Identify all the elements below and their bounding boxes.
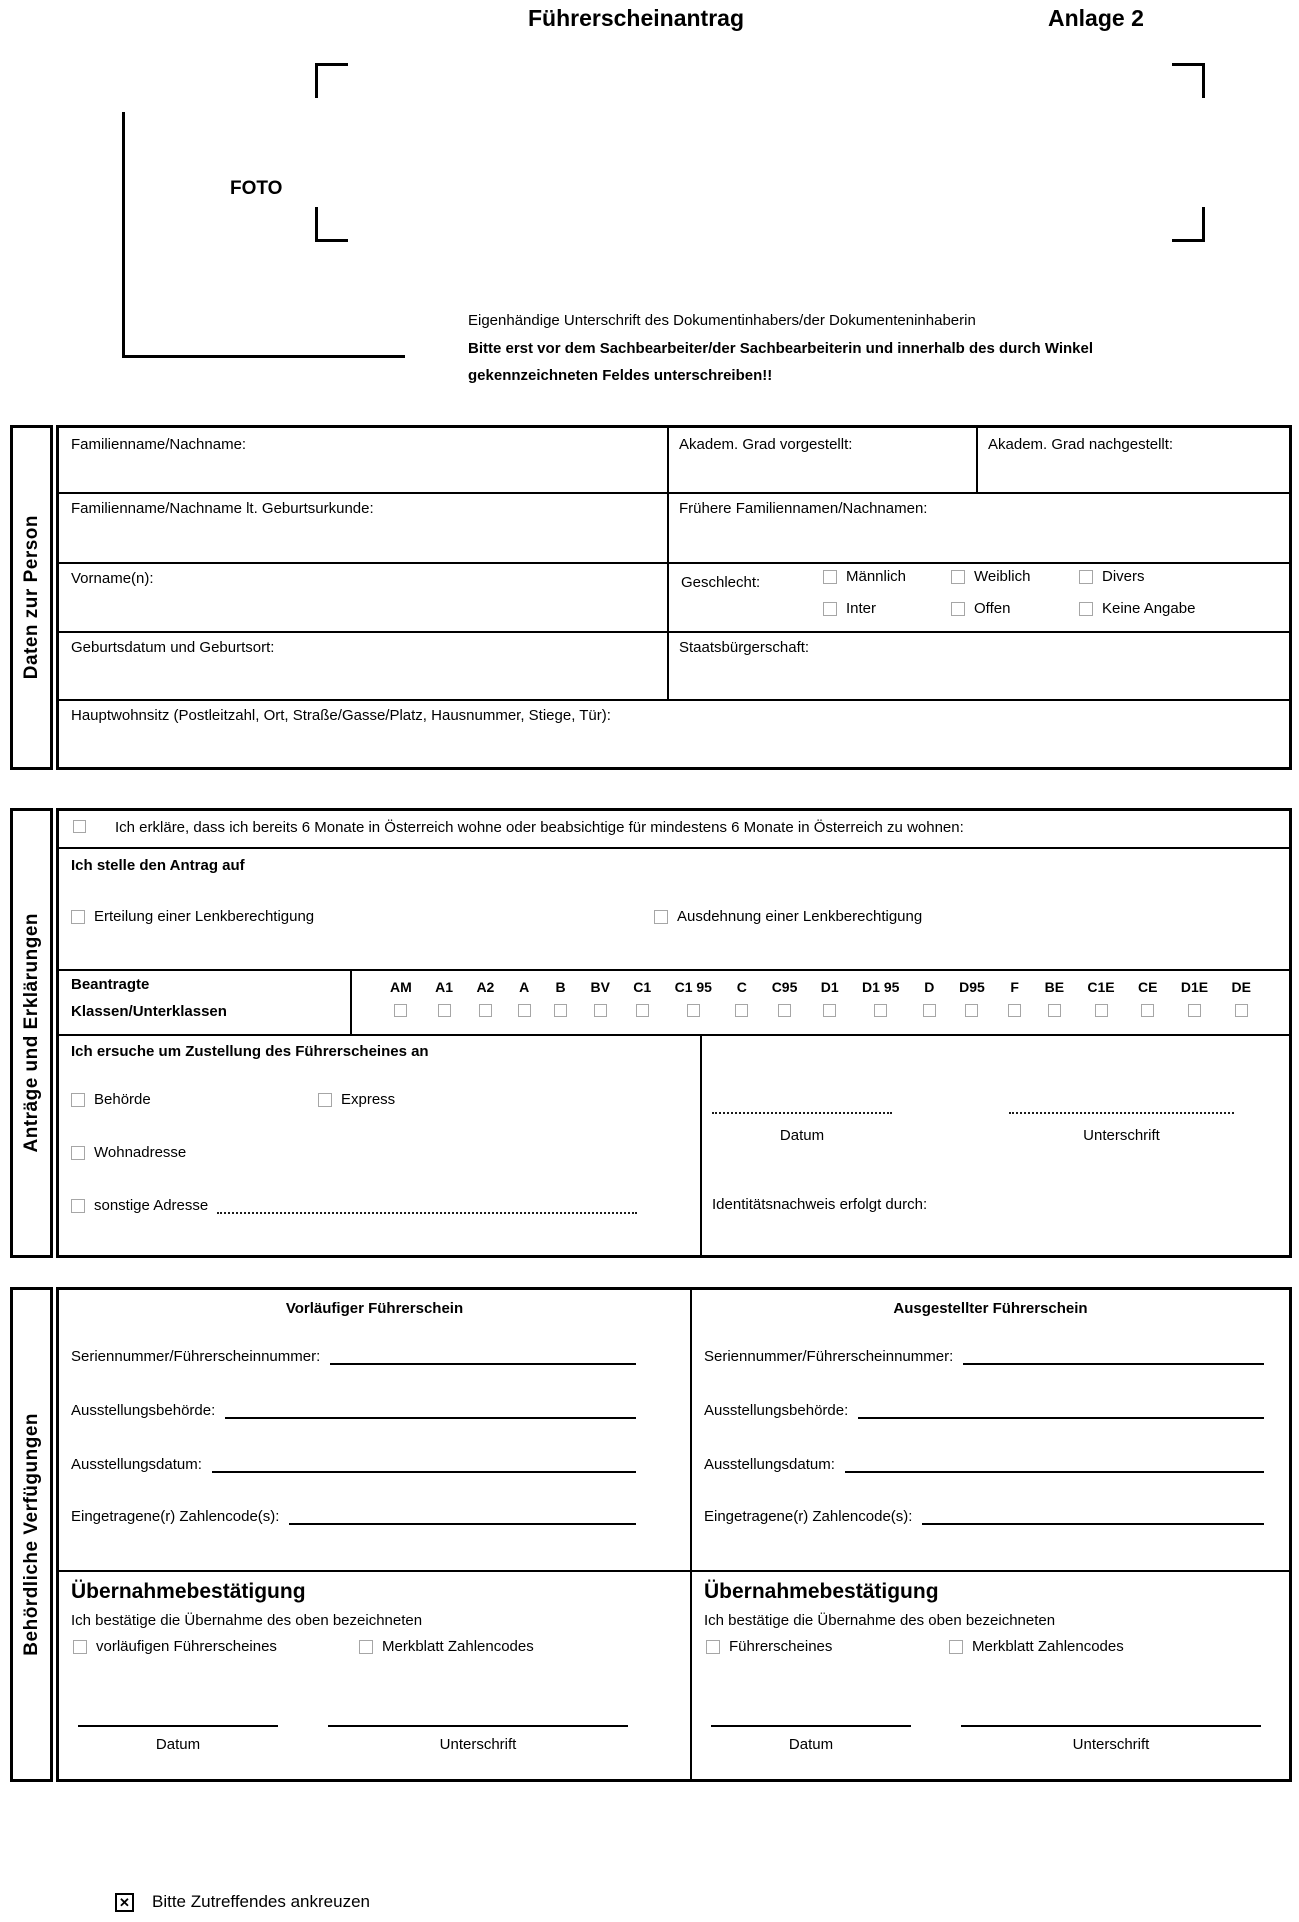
confirm-option-merkblatt-left[interactable] bbox=[359, 1638, 534, 1655]
checkbox-icon[interactable] bbox=[951, 602, 965, 616]
personal-data-table bbox=[56, 425, 1292, 770]
signature-note-line3: gekennzeichneten Feldes unterschreiben!! bbox=[468, 367, 773, 384]
serial-number-field[interactable] bbox=[71, 1346, 636, 1365]
option-label: vorläufigen Führerscheines bbox=[96, 1638, 277, 1655]
signature-field[interactable] bbox=[315, 63, 1205, 242]
signature-label: Unterschrift bbox=[1072, 1736, 1150, 1753]
section-applications-label bbox=[10, 808, 53, 1258]
class-code-label: C bbox=[736, 979, 747, 995]
section-official-label bbox=[10, 1287, 53, 1782]
class-option-d1-95[interactable] bbox=[862, 979, 899, 1017]
column-divider bbox=[700, 1034, 702, 1255]
date-fill-in-line[interactable] bbox=[712, 1112, 892, 1114]
class-option-a2[interactable] bbox=[476, 979, 494, 1017]
checkbox-icon[interactable] bbox=[318, 1093, 332, 1107]
checkbox-icon[interactable] bbox=[1095, 1004, 1108, 1017]
checkbox-icon[interactable] bbox=[73, 1640, 87, 1654]
checkbox-icon[interactable] bbox=[71, 1093, 85, 1107]
signature-corner-bottom-left-icon bbox=[315, 207, 348, 242]
option-label: Ausdehnung einer Lenkberechtigung bbox=[677, 908, 923, 925]
option-label: Führerscheines bbox=[729, 1638, 833, 1655]
checkbox-icon[interactable] bbox=[949, 1640, 963, 1654]
class-code-label: A2 bbox=[476, 979, 495, 995]
official-table bbox=[56, 1287, 1292, 1782]
class-option-d95[interactable] bbox=[959, 979, 985, 1017]
field-label: Eingetragene(r) Zahlencode(s): bbox=[71, 1507, 280, 1525]
checkbox-icon[interactable] bbox=[438, 1004, 451, 1017]
checkbox-icon[interactable] bbox=[594, 1004, 607, 1017]
class-option-a[interactable] bbox=[518, 979, 531, 1017]
option-label: Männlich bbox=[846, 568, 907, 585]
class-option-am[interactable] bbox=[390, 979, 412, 1017]
classes-label-line1: Beantragte bbox=[71, 976, 150, 993]
option-label: sonstige Adresse bbox=[94, 1197, 209, 1214]
confirm-option-licence[interactable] bbox=[706, 1638, 832, 1655]
checkbox-icon[interactable] bbox=[394, 1004, 407, 1017]
class-option-de[interactable] bbox=[1231, 979, 1250, 1017]
class-option-d1[interactable] bbox=[821, 979, 839, 1017]
option-label: Offen bbox=[974, 600, 1011, 617]
class-code-label: D1 bbox=[820, 979, 839, 995]
class-code-label: DE bbox=[1231, 979, 1251, 995]
signature-label: Unterschrift bbox=[1083, 1127, 1160, 1144]
option-label: Divers bbox=[1102, 568, 1145, 585]
field-label: Seriennummer/Führerscheinnummer: bbox=[704, 1347, 954, 1365]
delivery-option-behoerde[interactable] bbox=[71, 1091, 151, 1108]
field-label-birth: Geburtsdatum und Geburtsort: bbox=[71, 639, 275, 656]
date-fill-in-line[interactable] bbox=[711, 1725, 911, 1727]
column-divider bbox=[690, 1290, 692, 1779]
class-code-label: D bbox=[924, 979, 935, 995]
request-option-erteilung[interactable] bbox=[71, 908, 314, 925]
field-label-birth-name: Familienname/Nachname lt. Geburtsurkunde: bbox=[71, 500, 374, 517]
issue-date-field[interactable] bbox=[71, 1454, 636, 1473]
row-divider bbox=[59, 699, 1289, 701]
field-label-first-names: Vorname(n): bbox=[71, 570, 154, 587]
request-heading: Ich stelle den Antrag auf bbox=[71, 857, 245, 874]
class-code-label: D1 95 bbox=[862, 979, 900, 995]
class-option-c1e[interactable] bbox=[1087, 979, 1114, 1017]
class-option-c1-95[interactable] bbox=[675, 979, 712, 1017]
checkbox-icon[interactable] bbox=[71, 1146, 85, 1160]
class-code-label: BV bbox=[590, 979, 610, 995]
field-label: Ausstellungsbehörde: bbox=[704, 1401, 849, 1419]
request-option-ausdehnung[interactable] bbox=[654, 908, 922, 925]
delivery-option-sonstige-adresse[interactable] bbox=[71, 1197, 637, 1214]
confirm-option-merkblatt-right[interactable] bbox=[949, 1638, 1124, 1655]
handover-confirmation-title: Übernahmebestätigung bbox=[704, 1580, 939, 1603]
checkbox-icon[interactable] bbox=[874, 1004, 887, 1017]
checkbox-icon[interactable] bbox=[965, 1004, 978, 1017]
class-option-ce[interactable] bbox=[1138, 979, 1157, 1017]
option-label: Erteilung einer Lenkberechtigung bbox=[94, 908, 315, 925]
gender-option-keine-angabe[interactable] bbox=[1079, 600, 1195, 617]
signature-corner-top-right-icon bbox=[1172, 63, 1205, 98]
delivery-heading: Ich ersuche um Zustellung des Führerscheines an bbox=[71, 1043, 429, 1060]
checkbox-icon[interactable] bbox=[951, 570, 965, 584]
checkbox-icon[interactable] bbox=[554, 1004, 567, 1017]
gender-option-maennlich[interactable] bbox=[823, 568, 906, 585]
field-label-residence: Hauptwohnsitz (Postleitzahl, Ort, Straße/Gasse/Platz, Hausnummer, Stiege, Tür): bbox=[71, 707, 611, 724]
number-codes-field[interactable] bbox=[704, 1506, 1264, 1525]
signature-corner-top-left-icon bbox=[315, 63, 348, 98]
class-code-label: C95 bbox=[771, 979, 798, 995]
class-code-label: C1 bbox=[633, 979, 652, 995]
delivery-option-express[interactable] bbox=[318, 1091, 395, 1108]
license-class-grid bbox=[352, 979, 1289, 1017]
option-label: Inter bbox=[846, 600, 877, 617]
checkbox-icon[interactable] bbox=[823, 1004, 836, 1017]
annex-label: Anlage 2 bbox=[1048, 5, 1144, 31]
field-label: Ausstellungsdatum: bbox=[71, 1455, 202, 1473]
identity-proof-label: Identitätsnachweis erfolgt durch: bbox=[712, 1196, 928, 1213]
field-label-acad-prefix: Akadem. Grad vorgestellt: bbox=[679, 436, 853, 453]
section-applications-label-text: Anträge und Erklärungen bbox=[20, 913, 42, 1153]
class-code-label: C1 95 bbox=[674, 979, 712, 995]
fill-in-line[interactable] bbox=[212, 1454, 636, 1473]
checkbox-icon[interactable] bbox=[687, 1004, 700, 1017]
checkbox-icon[interactable] bbox=[518, 1004, 531, 1017]
checkbox-icon[interactable] bbox=[1048, 1004, 1061, 1017]
signature-label: Unterschrift bbox=[439, 1736, 517, 1753]
date-label: Datum bbox=[788, 1736, 834, 1753]
field-label: Eingetragene(r) Zahlencode(s): bbox=[704, 1507, 913, 1525]
signature-fill-in-line[interactable] bbox=[328, 1725, 628, 1727]
page-title: Führerscheinantrag bbox=[528, 5, 744, 31]
checkbox-icon[interactable] bbox=[735, 1004, 748, 1017]
row-divider bbox=[59, 1034, 1289, 1036]
class-code-label: F bbox=[1010, 979, 1019, 995]
section-personal-data-label bbox=[10, 425, 53, 770]
fill-in-line[interactable] bbox=[922, 1506, 1264, 1525]
field-label: Seriennummer/Führerscheinnummer: bbox=[71, 1347, 321, 1365]
checkbox-icon[interactable] bbox=[778, 1004, 791, 1017]
checkbox-icon[interactable] bbox=[1079, 602, 1093, 616]
class-code-label: BE bbox=[1044, 979, 1065, 995]
serial-number-field[interactable] bbox=[704, 1346, 1264, 1365]
checkbox-icon[interactable] bbox=[636, 1004, 649, 1017]
checkbox-icon[interactable] bbox=[1008, 1004, 1021, 1017]
photo-frame-line-horizontal bbox=[122, 355, 405, 358]
checkbox-icon[interactable] bbox=[923, 1004, 936, 1017]
date-fill-in-line[interactable] bbox=[78, 1725, 278, 1727]
applications-table bbox=[56, 808, 1292, 1258]
checkbox-icon[interactable] bbox=[823, 570, 837, 584]
delivery-option-wohnadresse[interactable] bbox=[71, 1144, 186, 1161]
checkbox-icon[interactable] bbox=[71, 1199, 85, 1213]
number-codes-field[interactable] bbox=[71, 1506, 636, 1525]
gender-option-offen[interactable] bbox=[951, 600, 1010, 617]
class-code-label: D95 bbox=[959, 979, 985, 995]
row-divider bbox=[59, 969, 1289, 971]
fill-in-line[interactable] bbox=[858, 1400, 1264, 1419]
classes-label-line2: Klassen/Unterklassen bbox=[71, 1003, 227, 1020]
signature-fill-in-line[interactable] bbox=[961, 1725, 1261, 1727]
class-option-d[interactable] bbox=[923, 979, 936, 1017]
column-divider bbox=[667, 428, 669, 699]
gender-option-inter[interactable] bbox=[823, 600, 876, 617]
row-divider bbox=[59, 492, 1289, 494]
class-code-label: B bbox=[555, 979, 566, 995]
provisional-licence-title: Vorläufiger Führerschein bbox=[285, 1300, 464, 1317]
residency-declaration-text: Ich erkläre, dass ich bereits 6 Monate in Österreich wohne oder beabsichtige für mindestens 6 Monate in Österreich zu wohnen: bbox=[115, 819, 964, 836]
checked-box-icon bbox=[115, 1893, 134, 1912]
x-mark-icon: ✕ bbox=[119, 1895, 130, 1910]
option-label: Wohnadresse bbox=[94, 1144, 187, 1161]
checkbox-icon[interactable] bbox=[479, 1004, 492, 1017]
handover-confirmation-text: Ich bestätige die Übernahme des oben bezeichneten bbox=[71, 1612, 423, 1629]
class-option-be[interactable] bbox=[1045, 979, 1064, 1017]
checkbox-icon[interactable] bbox=[1235, 1004, 1248, 1017]
class-code-label: A bbox=[519, 979, 530, 995]
class-option-a1[interactable] bbox=[435, 979, 453, 1017]
fill-in-line[interactable] bbox=[963, 1346, 1264, 1365]
option-label: Weiblich bbox=[974, 568, 1031, 585]
gender-option-weiblich[interactable] bbox=[951, 568, 1030, 585]
class-option-b[interactable] bbox=[554, 979, 567, 1017]
checkbox-icon[interactable] bbox=[706, 1640, 720, 1654]
footer-note: Bitte Zutreffendes ankreuzen bbox=[152, 1892, 370, 1911]
field-label-citizenship: Staatsbürgerschaft: bbox=[679, 639, 810, 656]
confirm-option-provisional-licence[interactable] bbox=[73, 1638, 277, 1655]
issuing-authority-field[interactable] bbox=[71, 1400, 636, 1419]
handover-confirmation-text: Ich bestätige die Übernahme des oben bezeichneten bbox=[704, 1612, 1056, 1629]
checkbox-icon[interactable] bbox=[1188, 1004, 1201, 1017]
gender-option-divers[interactable] bbox=[1079, 568, 1145, 585]
signature-fill-in-line[interactable] bbox=[1009, 1112, 1234, 1114]
fill-in-line[interactable] bbox=[330, 1346, 636, 1365]
row-divider bbox=[59, 631, 1289, 633]
address-fill-in-line[interactable] bbox=[217, 1197, 637, 1213]
signature-note-line1: Eigenhändige Unterschrift des Dokumentinhabers/der Dokumenteninhaberin bbox=[468, 312, 976, 329]
issue-date-field[interactable] bbox=[704, 1454, 1264, 1473]
declaration-checkbox-icon[interactable] bbox=[73, 820, 86, 833]
photo-placeholder-label: FOTO bbox=[230, 178, 283, 199]
column-divider bbox=[976, 428, 978, 492]
field-label-acad-suffix: Akadem. Grad nachgestellt: bbox=[988, 436, 1174, 453]
photo-frame-line-vertical bbox=[122, 112, 125, 358]
class-option-bv[interactable] bbox=[590, 979, 609, 1017]
issued-licence-title: Ausgestellter Führerschein bbox=[893, 1300, 1088, 1317]
date-label: Datum bbox=[155, 1736, 201, 1753]
checkbox-icon[interactable] bbox=[71, 910, 85, 924]
fill-in-line[interactable] bbox=[289, 1506, 636, 1525]
checkbox-icon[interactable] bbox=[1079, 570, 1093, 584]
class-option-f[interactable] bbox=[1008, 979, 1021, 1017]
field-label-family-name: Familienname/Nachname: bbox=[71, 436, 247, 453]
fill-in-line[interactable] bbox=[845, 1454, 1264, 1473]
checkbox-icon[interactable] bbox=[1141, 1004, 1154, 1017]
field-label: Ausstellungsbehörde: bbox=[71, 1401, 216, 1419]
row-divider bbox=[59, 1570, 1289, 1572]
class-option-d1e[interactable] bbox=[1181, 979, 1208, 1017]
option-label: Merkblatt Zahlencodes bbox=[382, 1638, 534, 1655]
signature-note-line2: Bitte erst vor dem Sachbearbeiter/der Sachbearbeiterin und innerhalb des durch Winkel bbox=[468, 340, 1094, 357]
class-code-label: CE bbox=[1138, 979, 1158, 995]
section-personal-data-label-text: Daten zur Person bbox=[20, 515, 42, 680]
date-label: Datum bbox=[779, 1127, 825, 1144]
handover-confirmation-title: Übernahmebestätigung bbox=[71, 1580, 306, 1603]
issuing-authority-field[interactable] bbox=[704, 1400, 1264, 1419]
field-label-gender: Geschlecht: bbox=[681, 574, 761, 591]
checkbox-icon[interactable] bbox=[359, 1640, 373, 1654]
option-label: Express bbox=[341, 1091, 396, 1108]
class-option-c[interactable] bbox=[735, 979, 748, 1017]
option-label: Behörde bbox=[94, 1091, 151, 1108]
class-code-label: C1E bbox=[1087, 979, 1115, 995]
field-label-former-names: Frühere Familiennamen/Nachnamen: bbox=[679, 500, 928, 517]
row-divider bbox=[59, 847, 1289, 849]
class-code-label: A1 bbox=[435, 979, 454, 995]
option-label: Keine Angabe bbox=[1102, 600, 1196, 617]
class-code-label: AM bbox=[390, 979, 412, 995]
class-code-label: D1E bbox=[1180, 979, 1209, 995]
option-label: Merkblatt Zahlencodes bbox=[972, 1638, 1124, 1655]
row-divider bbox=[59, 562, 1289, 564]
signature-corner-bottom-right-icon bbox=[1172, 207, 1205, 242]
class-option-c95[interactable] bbox=[772, 979, 798, 1017]
checkbox-icon[interactable] bbox=[823, 602, 837, 616]
field-label: Ausstellungsdatum: bbox=[704, 1455, 835, 1473]
class-option-c1[interactable] bbox=[633, 979, 651, 1017]
fill-in-line[interactable] bbox=[225, 1400, 636, 1419]
checkbox-icon[interactable] bbox=[654, 910, 668, 924]
section-official-label-text: Behördliche Verfügungen bbox=[20, 1413, 42, 1656]
